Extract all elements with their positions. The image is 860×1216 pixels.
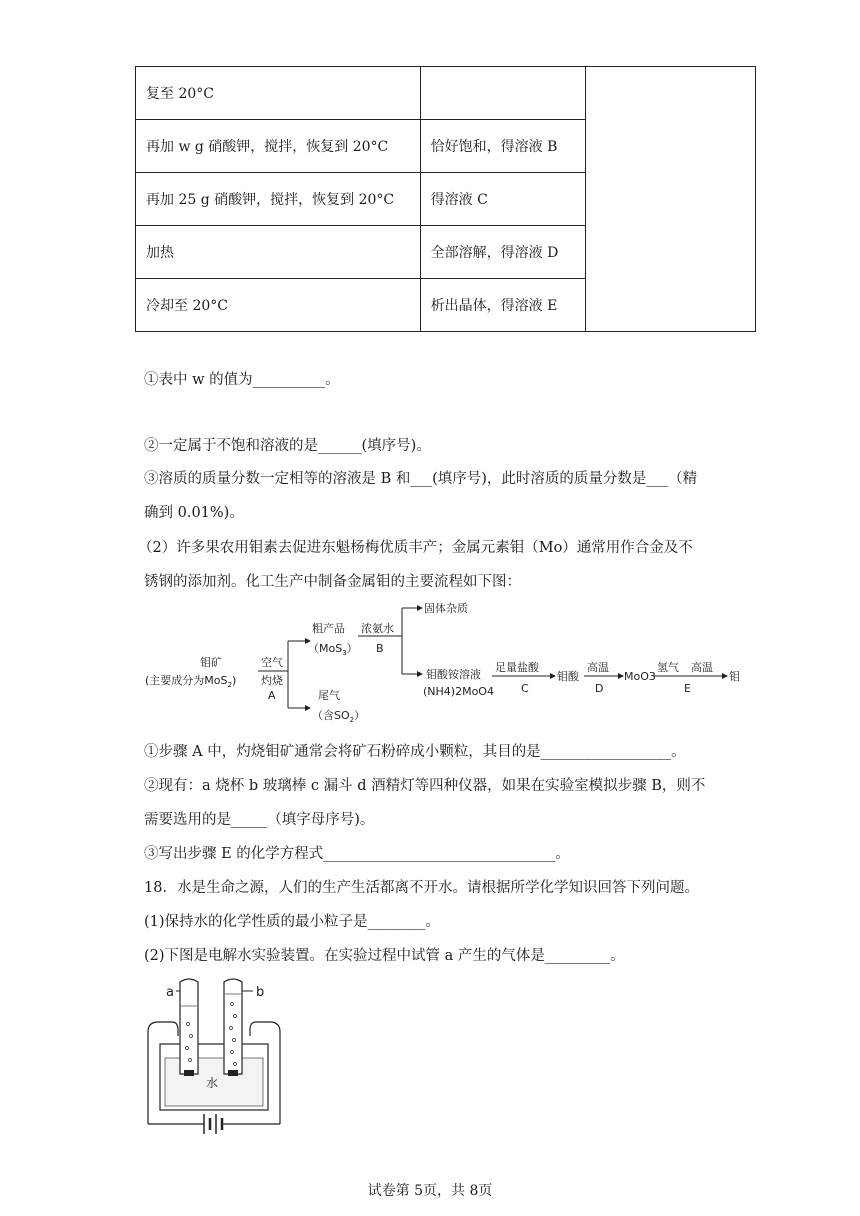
molybdenum-flow-diagram (140, 596, 750, 728)
flow-mo: 钼 (729, 670, 740, 683)
label-b: b (256, 985, 265, 1000)
electrode-a (184, 1070, 194, 1076)
electrolysis-apparatus (140, 974, 290, 1144)
table-cell-result: 得溶液 C (420, 173, 585, 226)
tube-b (224, 979, 242, 1074)
flow-ore: 钼矿 (200, 656, 222, 669)
page-footer: 试卷第 5页，共 8页 (367, 1183, 493, 1199)
tube-a (180, 979, 198, 1074)
table-cell-op: 冷却至 20°C (136, 279, 421, 332)
question-line: ③写出步骤 E 的化学方程式________________________________。 (144, 846, 570, 862)
flow-h2: 氢气 (657, 661, 679, 674)
table-cell-result: 全部溶解，得溶液 D (420, 226, 585, 279)
flow-step-a: A (268, 689, 276, 702)
question-line: (1)保持水的化学性质的最小粒子是________。 (144, 914, 441, 930)
question-line: ①表中 w 的值为__________。 (144, 372, 340, 388)
arrow-head (550, 673, 556, 679)
flow-ore-note: (主要成分为MoS$_2$) (145, 674, 237, 689)
table-cell-op: 复至 20°C (136, 67, 421, 120)
flow-burn: 灼烧 (261, 674, 283, 687)
flow-moo3: MoO3 (624, 670, 656, 683)
flow-crude-formula: （MoS$_3$） (308, 642, 358, 657)
experiment-table (135, 66, 756, 332)
flow-solid: 固体杂质 (424, 602, 468, 615)
question-line: （2）许多果农用钼素去促进东魁杨梅优质丰产；金属元素钼（Mo）通常用作合金及不 (138, 540, 693, 556)
flow-step-b: B (376, 642, 384, 655)
flow-tail-note: （含$SO_2$） (312, 709, 366, 724)
flow-step-d: D (595, 682, 604, 695)
table-cell-result (420, 67, 585, 120)
question-line: 确到 0.01%)。 (144, 505, 244, 521)
arrow-head (305, 705, 311, 711)
flow-crude: 粗产品 (312, 622, 345, 635)
arrow-head (417, 605, 423, 611)
question-line: 锈钢的添加剂。化工生产中制备金属钼的主要流程如下图： (144, 574, 521, 590)
question-line: ①步骤 A 中，灼烧钼矿通常会将矿石粉碎成小颗粒，其目的是__________________。 (144, 744, 686, 760)
flow-tail: 尾气 (318, 689, 340, 702)
flow-solution-formula: (NH4)2MoO4 (423, 685, 494, 698)
table-cell-op: 再加 w g 硝酸钾，搅拌，恢复到 20°C (136, 120, 421, 173)
electrode-b (228, 1070, 238, 1076)
question-line: (2)下图是电解水实验装置。在实验过程中试管 a 产生的气体是_________。 (144, 948, 625, 964)
label-a: a (166, 985, 174, 1000)
flow-acid: 钼酸 (557, 670, 579, 683)
flow-solution: 钼酸铵溶液 (426, 668, 481, 681)
flow-step-c: C (521, 682, 529, 695)
label-water: 水 (206, 1076, 219, 1090)
flow-heat1: 高温 (587, 661, 609, 674)
flow-heat2: 高温 (691, 661, 713, 674)
table-cell-op: 加热 (136, 226, 421, 279)
flow-air: 空气 (261, 656, 283, 669)
question-line: 需要选用的是_____（填字母序号)。 (144, 812, 375, 828)
table-cell-blank (585, 67, 755, 332)
table-cell-op: 再加 25 g 硝酸钾，搅拌，恢复到 20°C (136, 173, 421, 226)
arrow-head (417, 671, 423, 677)
question-line: 18．水是生命之源，人们的生产生活都离不开水。请根据所学化学知识回答下列问题。 (144, 880, 699, 896)
question-line: ③溶质的质量分数一定相等的溶液是 B 和___(填序号)，此时溶质的质量分数是___（精 (144, 471, 698, 487)
question-line: ②现有：a 烧杯 b 玻璃棒 c 漏斗 d 酒精灯等四种仪器，如果在实验室模拟步骤 B，则不 (144, 778, 706, 794)
table-cell-result: 析出晶体，得溶液 E (420, 279, 585, 332)
question-line: ②一定属于不饱和溶液的是______(填序号)。 (144, 438, 431, 454)
table-cell-result: 恰好饱和，得溶液 B (420, 120, 585, 173)
flow-step-e: E (684, 682, 691, 695)
flow-hcl: 足量盐酸 (495, 661, 539, 674)
arrow-head (722, 673, 728, 679)
flow-ammonia: 浓氨水 (361, 622, 394, 635)
